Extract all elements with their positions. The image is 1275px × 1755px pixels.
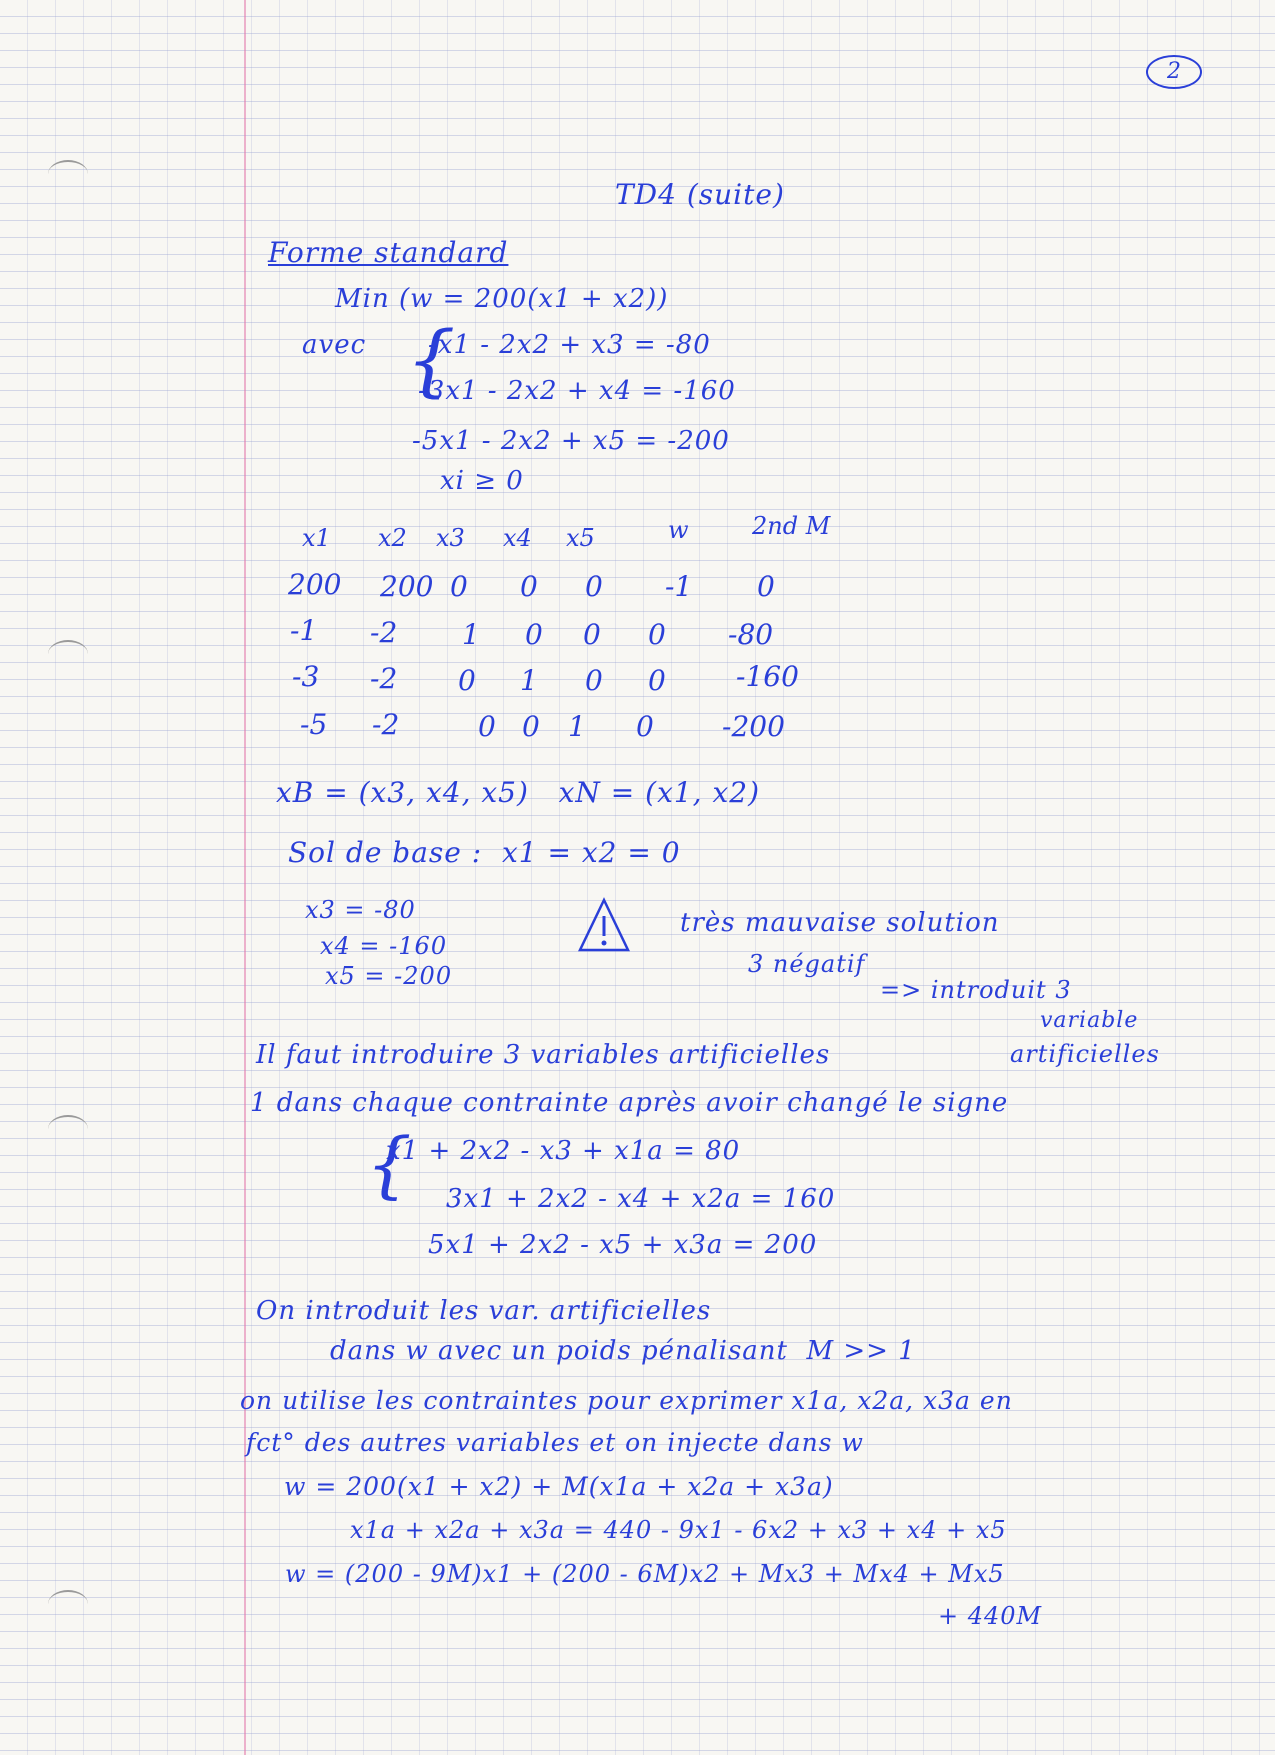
punch-hole — [48, 1115, 88, 1143]
tableau-cell: -160 — [736, 660, 799, 693]
tableau-cell: 200 — [380, 570, 434, 603]
tableau-cell: 0 — [636, 710, 654, 743]
warning-icon — [576, 896, 632, 956]
tableau-cell: -200 — [722, 710, 785, 743]
tableau-cell: 0 — [757, 570, 775, 603]
final-line-4: fct° des autres variables et on injecte dans w — [246, 1428, 864, 1457]
tableau-cell: 1 — [462, 618, 480, 651]
final-line-3: on utilise les contraintes pour exprimer x1a, x2a, x3a en — [240, 1386, 1013, 1415]
final-line-7: w = (200 - 9M)x1 + (200 - 6M)x2 + Mx3 + Mx4 + Mx5 — [285, 1560, 1005, 1588]
punch-hole — [48, 1590, 88, 1618]
warning-note-4: variable — [1040, 1008, 1139, 1033]
tableau-cell: 0 — [583, 618, 601, 651]
basic-value-x4: x4 = -160 — [320, 932, 448, 960]
warning-note-2: 3 négatif — [748, 950, 866, 978]
section-heading: Forme standard — [268, 236, 509, 269]
final-line-8: + 440M — [938, 1602, 1043, 1630]
tableau-cell: 1 — [568, 710, 586, 743]
tableau-cell: 0 — [450, 570, 468, 603]
constraint-nonneg: xi ≥ 0 — [440, 466, 524, 496]
warning-note-1: très mauvaise solution — [680, 908, 1000, 938]
tableau-cell: 0 — [648, 618, 666, 651]
tableau-header: w — [668, 516, 689, 544]
tableau-cell: 0 — [585, 664, 603, 697]
final-line-2: dans w avec un poids pénalisant M >> 1 — [330, 1336, 916, 1366]
artificial-constraint-1: x1 + 2x2 - x3 + x1a = 80 — [386, 1136, 741, 1166]
tableau-cell: -5 — [300, 708, 328, 741]
warning-note-3: => introduit 3 — [880, 976, 1072, 1004]
tableau-header: x3 — [436, 524, 465, 552]
warning-note-5: artificielles — [1010, 1040, 1160, 1068]
tableau-cell: 0 — [458, 664, 476, 697]
page-number: 2 — [1146, 55, 1202, 89]
tableau-header: x5 — [566, 524, 595, 552]
basic-solution-label: Sol de base : x1 = x2 = 0 — [288, 836, 681, 869]
constraints-label: avec — [302, 330, 367, 360]
tableau-header: x4 — [503, 524, 532, 552]
tableau-cell: -2 — [370, 662, 398, 695]
final-line-6: x1a + x2a + x3a = 440 - 9x1 - 6x2 + x3 + x4 + x5 — [350, 1516, 1007, 1544]
final-line-5: w = 200(x1 + x2) + M(x1a + x2a + x3a) — [284, 1472, 834, 1501]
artificial-brace: { — [366, 1122, 412, 1206]
basic-value-x3: x3 = -80 — [305, 896, 416, 924]
page-title: TD4 (suite) — [615, 178, 785, 211]
tableau-cell: 0 — [522, 710, 540, 743]
tableau-cell: -1 — [665, 570, 693, 603]
final-line-1: On introduit les var. artificielles — [256, 1296, 712, 1326]
tableau-cell: 1 — [520, 664, 538, 697]
objective-function: Min (w = 200(x1 + x2)) — [335, 284, 669, 314]
artificial-constraint-3: 5x1 + 2x2 - x5 + x3a = 200 — [428, 1230, 818, 1260]
basis-line: xB = (x3, x4, x5) xN = (x1, x2) — [276, 776, 761, 809]
tableau-cell: 0 — [525, 618, 543, 651]
tableau-cell: -2 — [372, 708, 400, 741]
tableau-cell: 0 — [478, 710, 496, 743]
basic-value-x5: x5 = -200 — [325, 962, 453, 990]
tableau-cell: 200 — [288, 568, 342, 601]
tableau-cell: -3 — [292, 660, 320, 693]
tableau-cell: 0 — [520, 570, 538, 603]
artificial-intro-1: Il faut introduire 3 variables artificielles — [256, 1040, 831, 1070]
artificial-constraint-2: 3x1 + 2x2 - x4 + x2a = 160 — [446, 1184, 836, 1214]
tableau-cell: 0 — [585, 570, 603, 603]
constraint-2: -3x1 - 2x2 + x4 = -160 — [418, 376, 736, 406]
tableau-header: 2nd M — [752, 512, 831, 540]
tableau-cell: -80 — [728, 618, 774, 651]
constraint-1: -x1 - 2x2 + x3 = -80 — [428, 330, 711, 360]
tableau-header: x1 — [302, 524, 331, 552]
artificial-intro-2: 1 dans chaque contrainte après avoir changé le signe — [250, 1088, 1009, 1118]
margin-line — [244, 0, 246, 1755]
punch-hole — [48, 640, 88, 668]
tableau-header: x2 — [378, 524, 407, 552]
tableau-cell: -2 — [370, 616, 398, 649]
constraints-brace: { — [406, 316, 456, 406]
tableau-cell: -1 — [290, 614, 318, 647]
punch-hole — [48, 160, 88, 188]
constraint-3: -5x1 - 2x2 + x5 = -200 — [412, 426, 730, 456]
tableau-cell: 0 — [648, 664, 666, 697]
